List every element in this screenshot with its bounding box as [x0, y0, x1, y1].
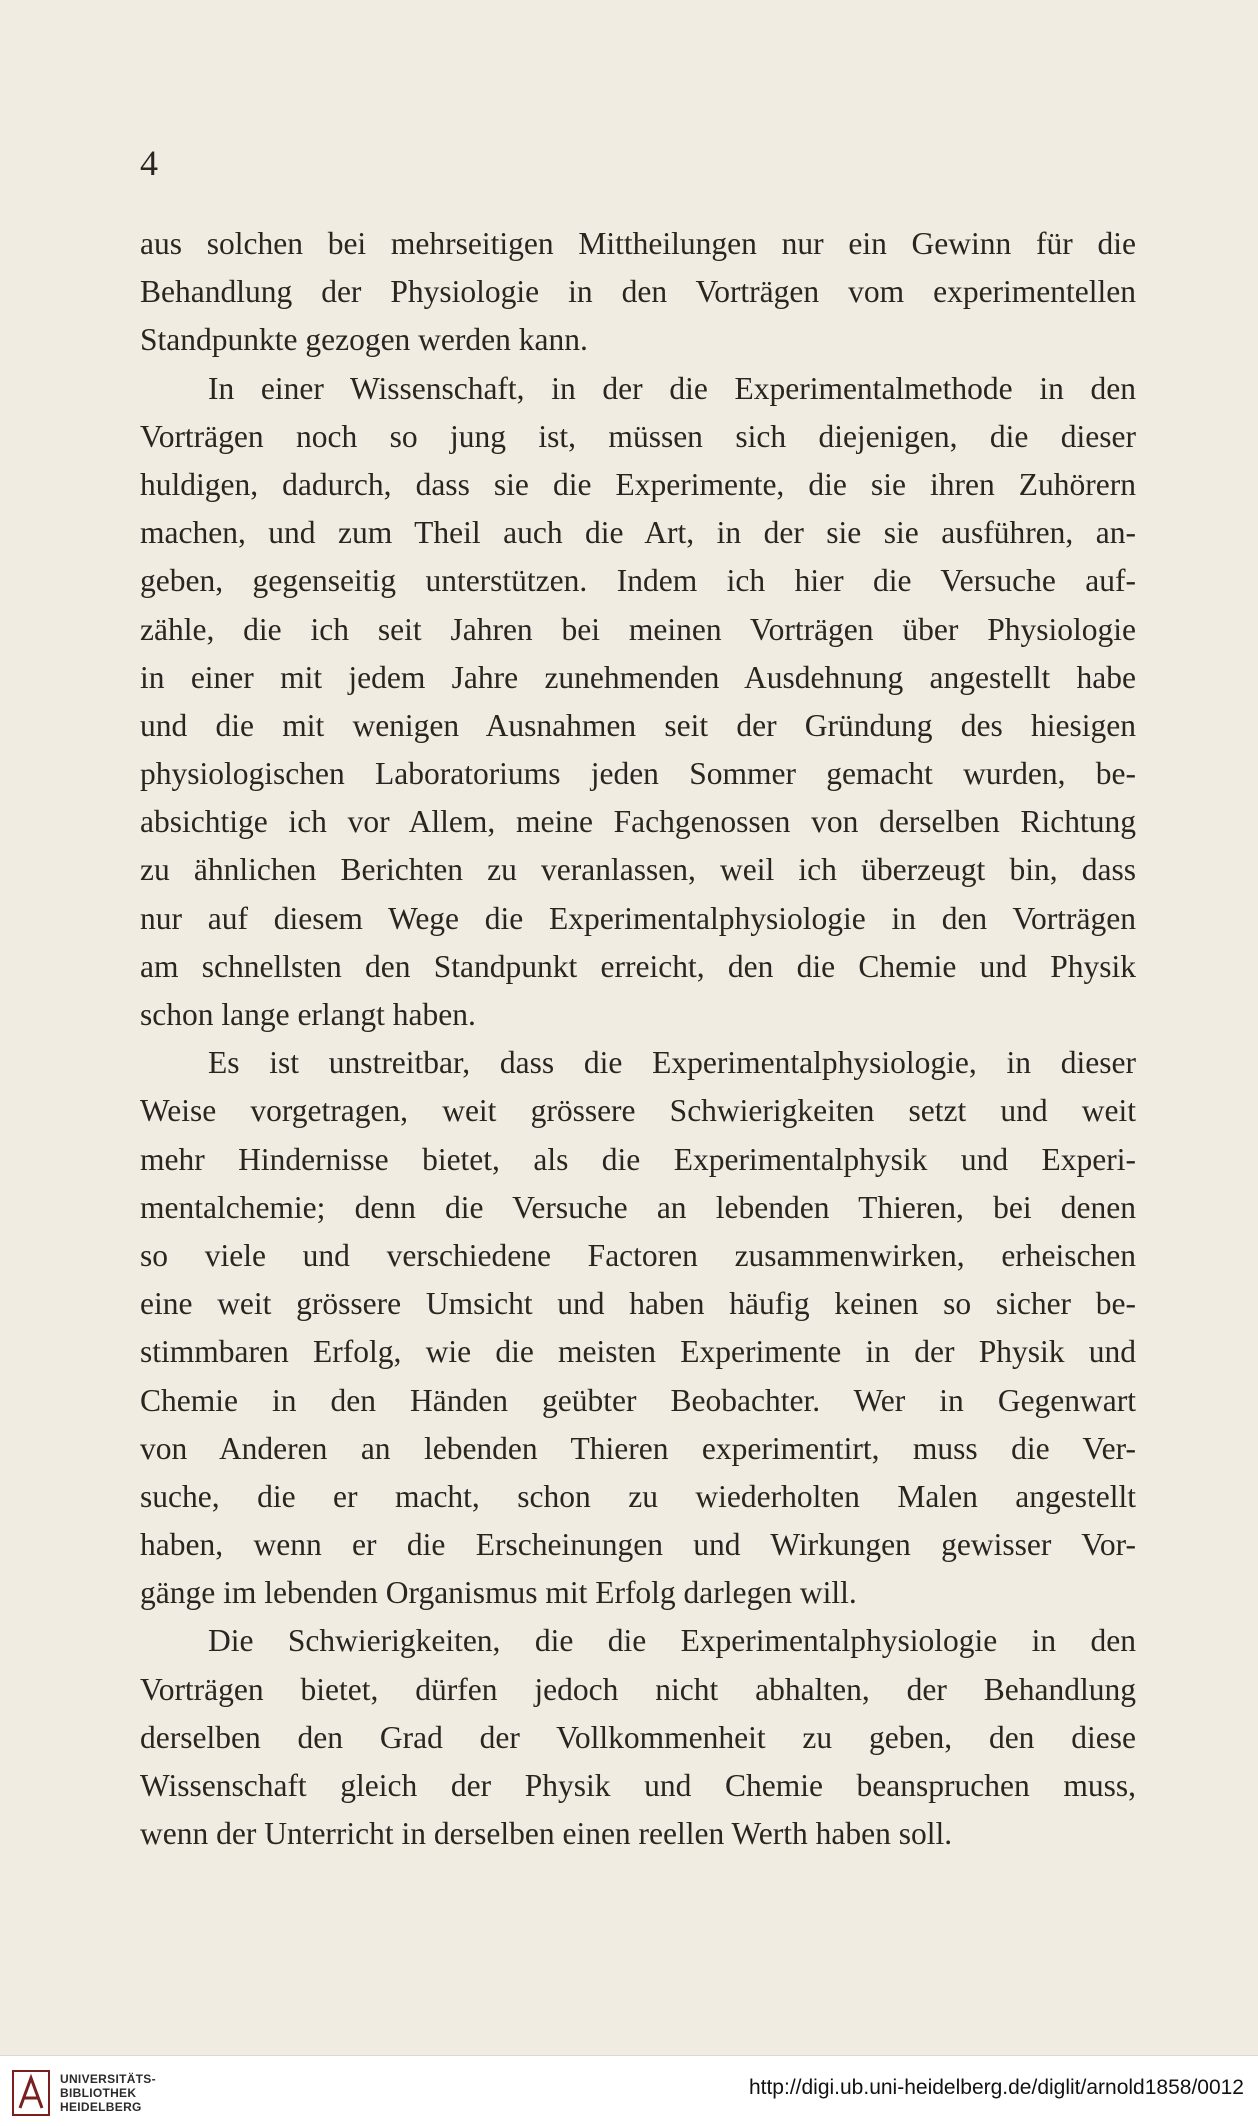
text-line: Standpunkte gezogen werden kann. [140, 322, 588, 358]
text-line: wenn der Unterricht in derselben einen reellen Werth haben soll. [140, 1816, 953, 1852]
text-line: schon lange erlangt haben. [140, 997, 476, 1032]
text-line: nur auf diesem Wege die Experimentalphysiologie in den Vorträgen [140, 900, 1136, 936]
library-logo-text [60, 2072, 156, 2114]
text-line: suche, die er macht, schon zu wiederholten Malen angestellt [140, 1478, 1136, 1514]
text-line: zähle, die ich seit Jahren bei meinen Vorträgen über Physiologie [140, 611, 1136, 647]
source-url-link[interactable]: http://digi.ub.uni-heidelberg.de/diglit/arnold1858/0012 [748, 2076, 1244, 2099]
text-line: so viele und verschiedene Factoren zusammenwirken, erheischen [140, 1237, 1136, 1273]
text-line: haben, wenn er die Erscheinungen und Wirkungen gewisser Vor- [140, 1527, 1136, 1563]
logo-line: UNIVERSITÄTS- [60, 2072, 156, 2086]
text-line: und die mit wenigen Ausnahmen seit der Gründung des hiesigen [140, 707, 1136, 743]
logo-line: BIBLIOTHEK [60, 2086, 137, 2100]
library-logo[interactable] [12, 2066, 156, 2120]
text-line: Vorträgen noch so jung ist, müssen sich diejenigen, die dieser [140, 418, 1136, 454]
text-line: huldigen, dadurch, dass sie die Experimente, die sie ihren Zuhörern [140, 466, 1136, 502]
text-line: gänge im lebenden Organismus mit Erfolg darlegen will. [140, 1575, 857, 1611]
viewer-footer [0, 2055, 1258, 2126]
text-line: mentalchemie; denn die Versuche an lebenden Thieren, bei denen [140, 1189, 1136, 1225]
library-logo-icon [12, 2070, 50, 2116]
text-line: mehr Hindernisse bietet, als die Experimentalphysik und Experi- [140, 1141, 1136, 1177]
text-line: Behandlung der Physiologie in den Vorträgen vom experimentellen [140, 274, 1136, 310]
text-line: am schnellsten den Standpunkt erreicht, den die Chemie und Physik [140, 948, 1136, 984]
text-line: absichtige ich vor Allem, meine Fachgenossen von derselben Richtung [140, 804, 1136, 840]
text-line: in einer mit jedem Jahre zunehmenden Ausdehnung angestellt habe [140, 659, 1136, 695]
body-text [140, 220, 1136, 1858]
text-line: Weise vorgetragen, weit grössere Schwierigkeiten setzt und weit [140, 1093, 1136, 1129]
logo-line: HEIDELBERG [60, 2100, 142, 2114]
text-line: von Anderen an lebenden Thieren experimentirt, muss die Ver- [140, 1430, 1136, 1466]
text-line: geben, gegenseitig unterstützen. Indem ich hier die Versuche auf- [140, 563, 1136, 599]
text-line: Es ist unstreitbar, dass die Experimentalphysiologie, in dieser [208, 1045, 1136, 1081]
text-line: In einer Wissenschaft, in der die Experimentalmethode in den [208, 370, 1136, 406]
text-line: aus solchen bei mehrseitigen Mittheilungen nur ein Gewinn für die [140, 226, 1136, 261]
text-line: Chemie in den Händen geübter Beobachter. Wer in Gegenwart [140, 1382, 1136, 1418]
text-line: stimmbaren Erfolg, wie die meisten Experimente in der Physik und [140, 1334, 1136, 1370]
text-line: zu ähnlichen Berichten zu veranlassen, weil ich überzeugt bin, dass [140, 852, 1136, 888]
text-line: Vorträgen bietet, dürfen jedoch nicht abhalten, der Behandlung [140, 1671, 1136, 1707]
text-line: Wissenschaft gleich der Physik und Chemie beanspruchen muss, [140, 1768, 1136, 1803]
text-line: derselben den Grad der Vollkommenheit zu geben, den diese [140, 1719, 1136, 1755]
text-line: Die Schwierigkeiten, die die Experimentalphysiologie in den [208, 1623, 1136, 1659]
text-line: eine weit grössere Umsicht und haben häufig keinen so sicher be- [140, 1286, 1136, 1322]
page-number: 4 [140, 143, 158, 183]
text-line: physiologischen Laboratoriums jeden Sommer gemacht wurden, be- [140, 756, 1136, 792]
text-line: machen, und zum Theil auch die Art, in der sie sie ausführen, an- [140, 515, 1136, 551]
